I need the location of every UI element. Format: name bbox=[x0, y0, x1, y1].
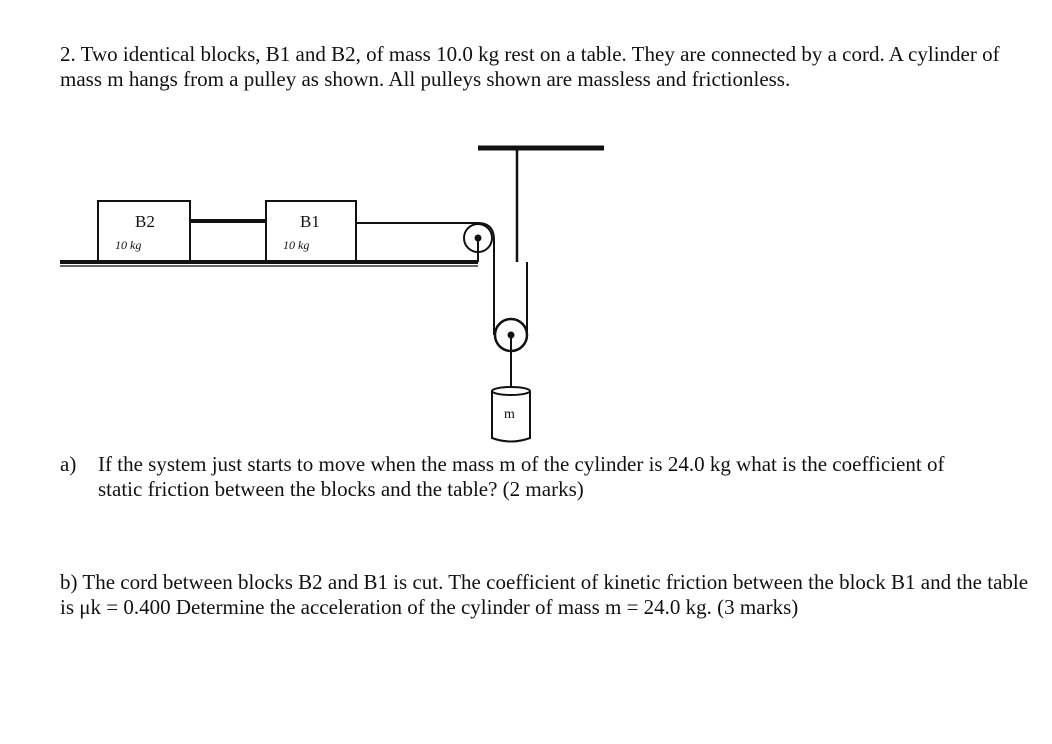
block-b2-mass-note: 10 kg bbox=[115, 238, 142, 252]
problem-statement: 2. Two identical blocks, B1 and B2, of mass 10.0 kg rest on a table. They are connected by a cord. A cylinder of mass m hangs from a pulley as shown. All pulleys shown are massless and frictionless. bbox=[60, 42, 1000, 91]
block-b1-label: B1 bbox=[300, 212, 320, 231]
block-b1-mass-note: 10 kg bbox=[283, 238, 310, 252]
cylinder-label: m bbox=[504, 407, 515, 422]
part-a bbox=[60, 452, 960, 502]
block-b2-label: B2 bbox=[135, 212, 155, 231]
block-b1 bbox=[266, 201, 356, 261]
part-b-question: b) The cord between blocks B2 and B1 is cut. The coefficient of kinetic friction between the block B1 and the table is μk = 0.400 Determine the acceleration of the cylinder of mass m = 24.0 kg. (3 marks) bbox=[60, 570, 1029, 619]
part-a-label: a) bbox=[60, 452, 77, 476]
part-a-question: If the system just starts to move when the mass m of the cylinder is 24.0 kg what is the coefficient of static friction between the blocks and the table? (2 marks) bbox=[98, 452, 945, 501]
block-b2 bbox=[98, 201, 190, 261]
cylinder-top bbox=[492, 387, 530, 395]
